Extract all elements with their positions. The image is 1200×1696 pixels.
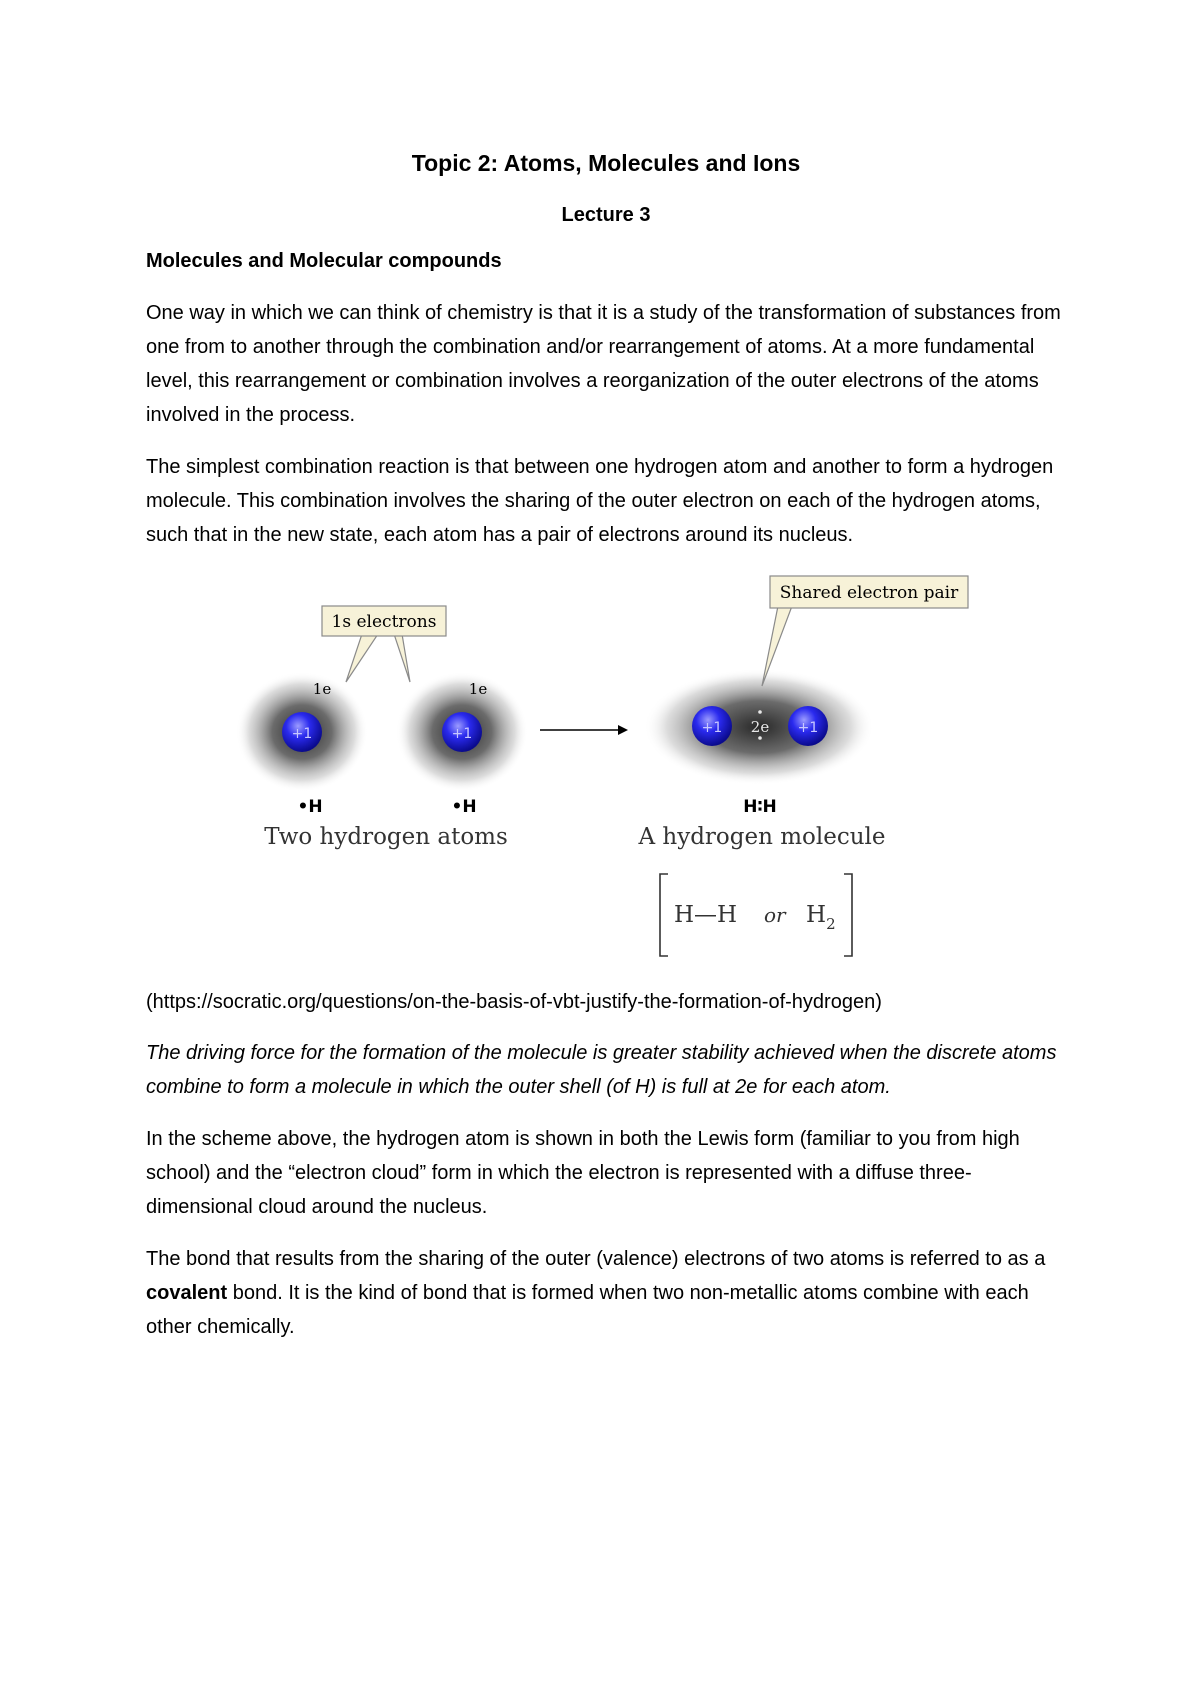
- formula-bracket-left: [660, 874, 668, 956]
- paragraph-covalent-start: The bond that results from the sharing of the outer (valence) electrons of two atoms is referred to as a: [146, 1248, 1046, 1270]
- figure-citation: (https://socratic.org/questions/on-the-basis-of-vbt-justify-the-formation-of-hydrogen): [146, 991, 882, 1013]
- molecule-nucleus-left-charge: +1: [701, 720, 723, 736]
- paragraph-scheme: In the scheme above, the hydrogen atom is shown in both the Lewis form (familiar to you from high school) and the “electron cloud” form in which the electron is represented with a diffuse three-dimensional cloud around the nucleus.: [146, 1128, 1020, 1218]
- shared-electron-dot-bottom: [758, 736, 762, 740]
- covalent-term: covalent: [146, 1282, 228, 1304]
- left-nucleus-charge: +1: [291, 726, 313, 742]
- shared-electron-dot-top: [758, 710, 762, 714]
- lewis-atom-right: •H: [451, 797, 477, 817]
- lewis-molecule: H∶H: [743, 797, 777, 817]
- right-electron-label: 1e: [468, 680, 488, 698]
- document-content: [146, 148, 1066, 1362]
- callout-shared-text: Shared electron pair: [779, 583, 959, 603]
- shared-electron-label: 2e: [750, 718, 770, 736]
- molecule-nucleus-right-charge: +1: [797, 720, 819, 736]
- left-electron-label: 1e: [312, 680, 332, 698]
- formula-or: or: [764, 903, 786, 927]
- paragraph-intro: One way in which we can think of chemistry is that it is a study of the transformation of substances from one from to another through the combination and/or rearrangement of atoms. At a more fundamental level, this rearrangement or combination involves a reorganization of the outer electrons of the atoms involved in the process.: [146, 302, 1061, 426]
- callout-1s-text: 1s electrons: [331, 612, 437, 632]
- lewis-atom-left: •H: [297, 797, 323, 817]
- callout-pointer-left: [346, 634, 378, 682]
- formula-bracket-right: [844, 874, 852, 956]
- page-title: Topic 2: Atoms, Molecules and Ions: [411, 150, 801, 176]
- paragraph-covalent: [146, 1242, 1066, 1344]
- section-heading: Molecules and Molecular compounds: [146, 250, 502, 272]
- caption-atoms: Two hydrogen atoms: [264, 824, 508, 850]
- callout-pointer-right: [394, 634, 410, 682]
- hydrogen-bond-diagram: [146, 572, 1066, 986]
- formula-h2: $H_2$: [806, 902, 836, 933]
- caption-molecule: A hydrogen molecule: [638, 824, 886, 850]
- reaction-arrow-head: [618, 725, 628, 735]
- paragraph-driving-force: The driving force for the formation of the molecule is greater stability achieved when the discrete atoms combine to form a molecule in which the outer shell (of H) is full at 2e for each atom.: [146, 1042, 1057, 1098]
- formula-bond: H—H: [674, 902, 738, 928]
- right-nucleus-charge: +1: [451, 726, 473, 742]
- paragraph-combination: The simplest combination reaction is that between one hydrogen atom and another to form a hydrogen molecule. This combination involves the sharing of the outer electron on each of the hydrogen atoms, such that in the new state, each atom has a pair of electrons around its nucleus.: [146, 456, 1054, 546]
- lecture-label: Lecture 3: [561, 204, 651, 226]
- paragraph-covalent-end: bond. It is the kind of bond that is formed when two non-metallic atoms combine with each other chemically.: [146, 1282, 1029, 1338]
- hydrogen-bond-figure: [146, 572, 1066, 986]
